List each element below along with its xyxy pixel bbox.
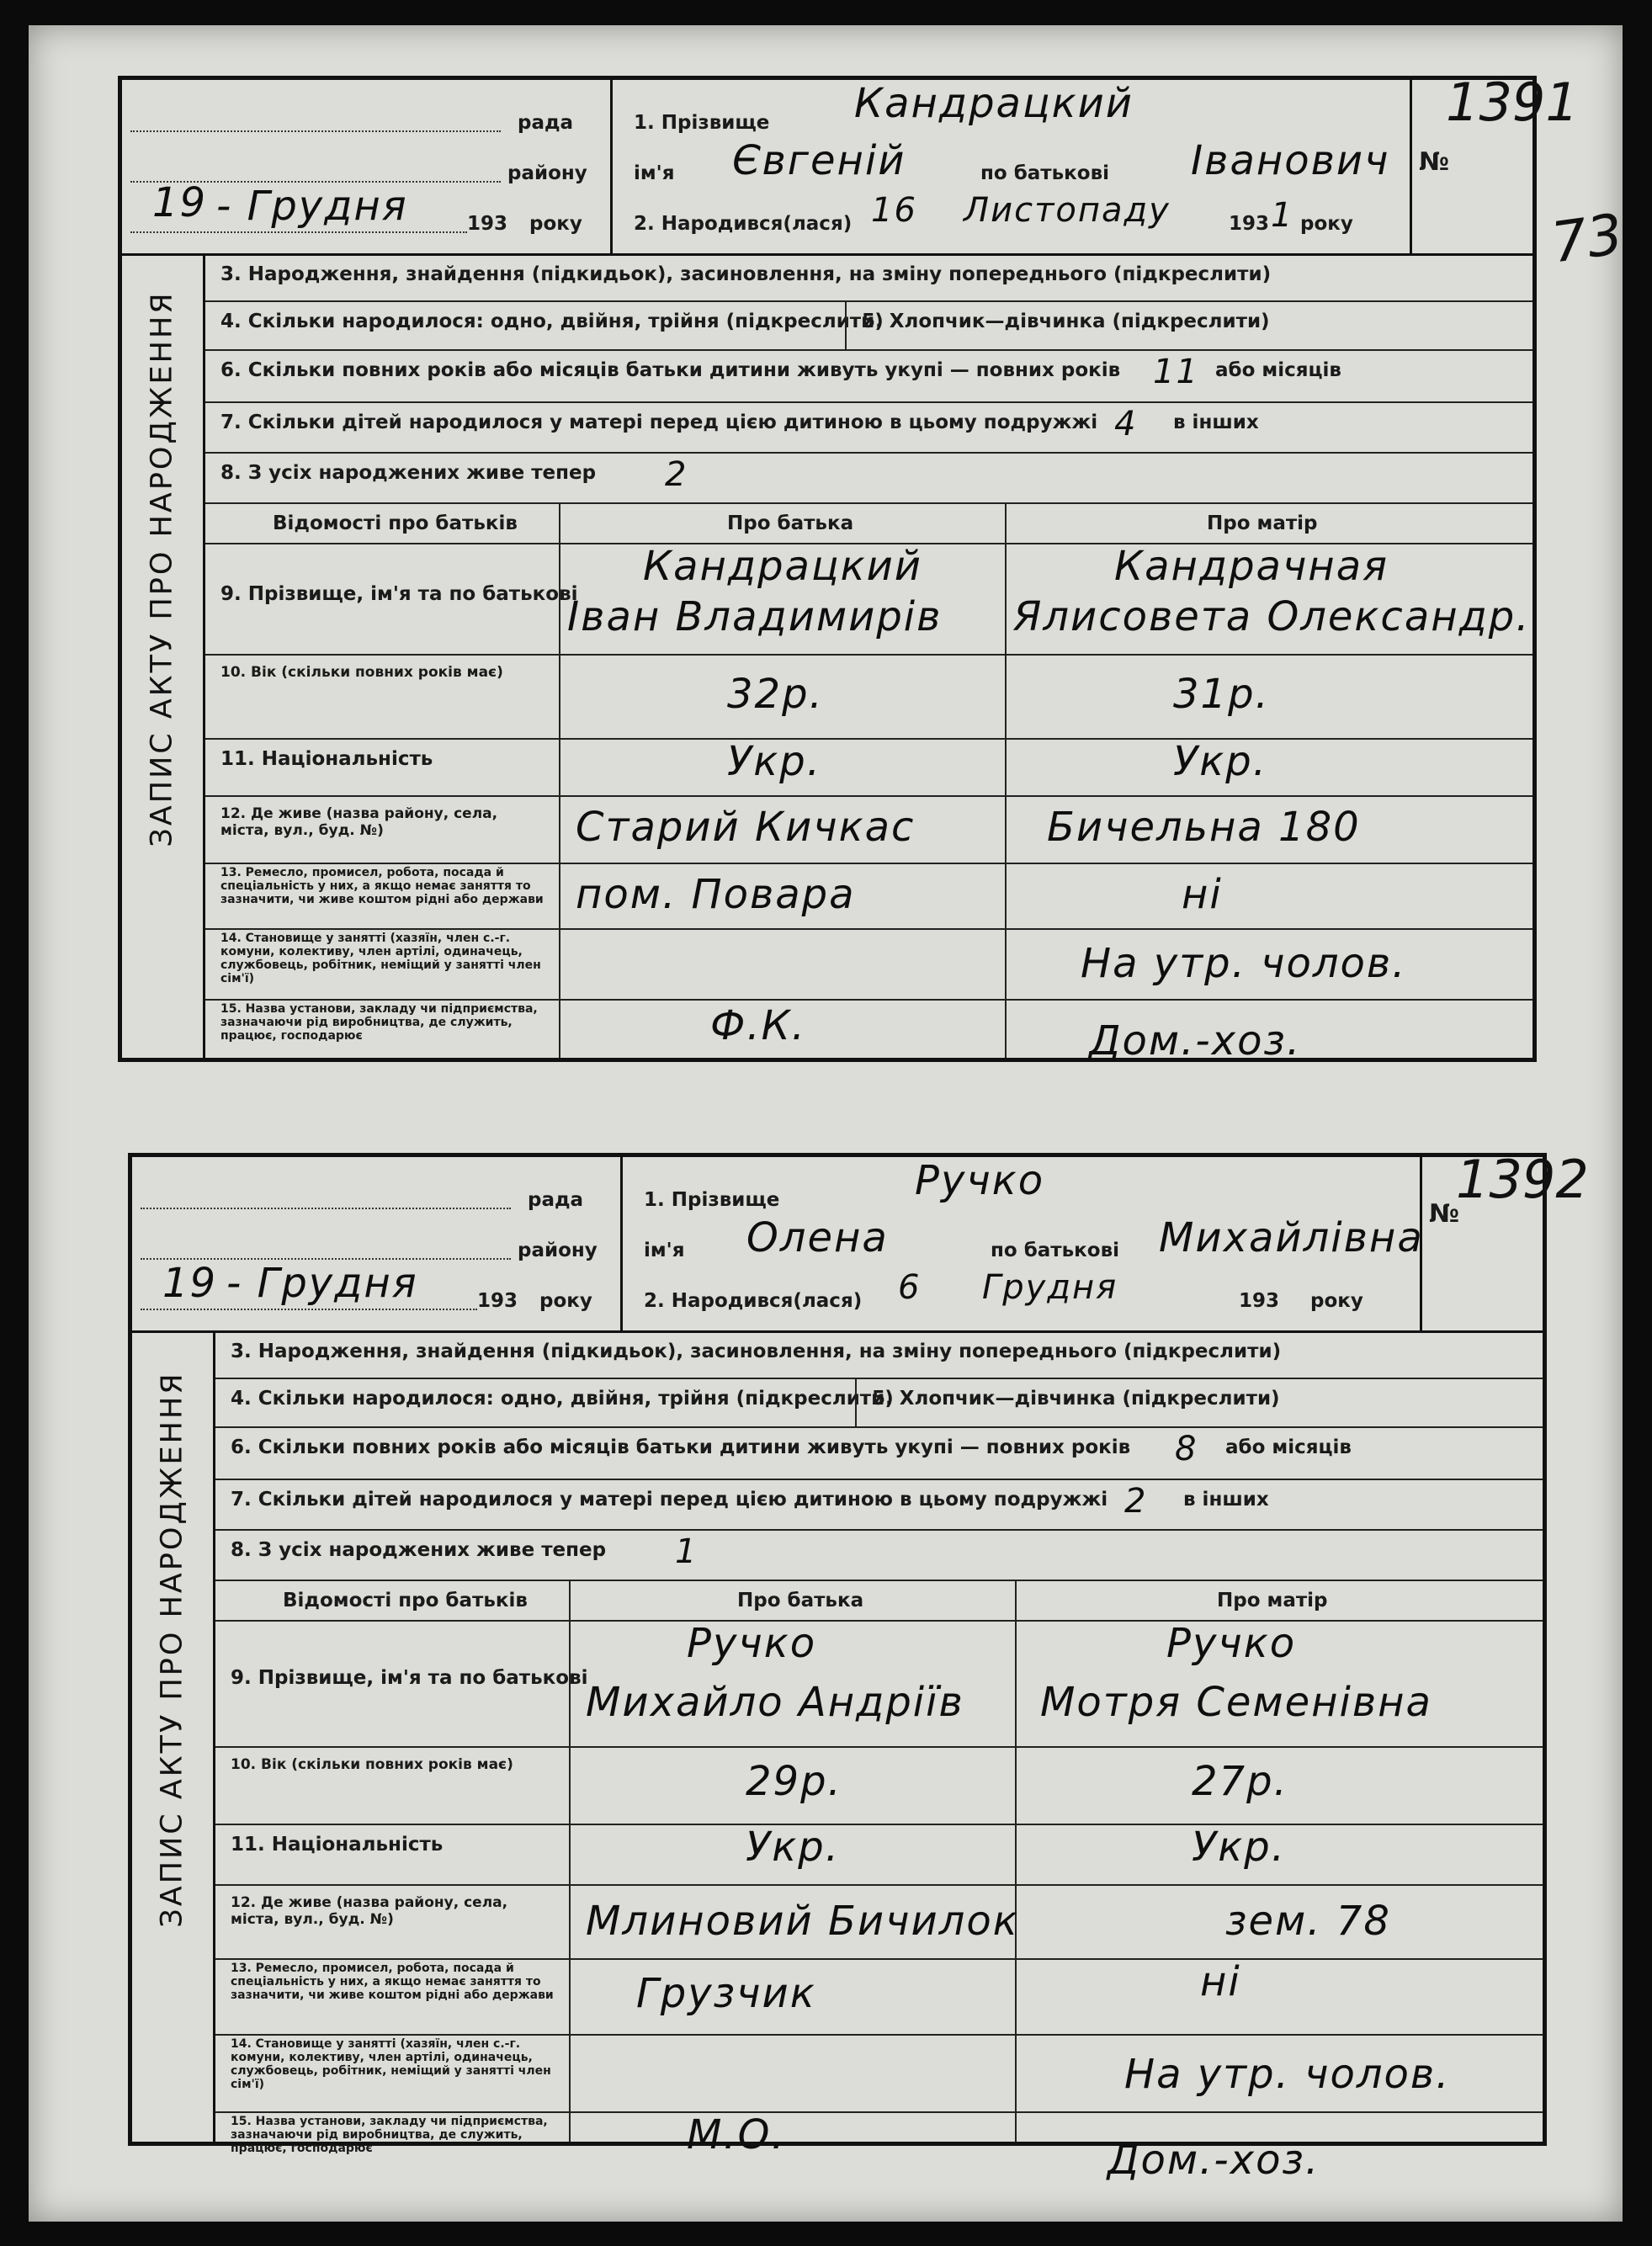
father-surname: Кандрацкий	[643, 543, 922, 590]
mother-surname: Кандрачная	[1114, 543, 1389, 590]
mother-employer: Дом.-хоз.	[1089, 1017, 1302, 1065]
reg-month: - Грудня	[226, 1260, 418, 1307]
father-nationality: Укр.	[727, 738, 821, 785]
record-number-box	[1420, 1149, 1589, 1330]
mother-name: Мотря Семенівна	[1040, 1679, 1432, 1726]
mother-nationality: Укр.	[1173, 738, 1267, 785]
row-9: 9. Прізвище, ім'я та по батькові Кандрацкий Іван Владимирів Кандрачная Ялисовета Олександр.	[205, 543, 1532, 656]
raion-label: району	[507, 162, 587, 184]
name-label: ім'я	[644, 1240, 685, 1261]
living-now: 2	[665, 455, 688, 494]
row-11: 11. Національність Укр. Укр.	[215, 1824, 1543, 1886]
page-number: 73	[1548, 201, 1627, 276]
table-header: Відомості про батьків Про батька Про матір	[205, 502, 1532, 544]
parents-table	[215, 1580, 1543, 2184]
name-label: ім'я	[634, 162, 675, 184]
years-together: 8	[1175, 1430, 1198, 1468]
child-name: Євгеній	[732, 137, 906, 184]
father-residence: Млиновий Бичилок	[586, 1898, 1019, 1945]
record-header	[132, 1149, 1589, 1333]
field-6: 6. Скільки повних років або місяців батьки дитини живуть укупі — повних років 8 або місяців	[215, 1426, 1543, 1480]
birth-month: Листопаду	[964, 191, 1171, 230]
mother-residence: зем. 78	[1225, 1898, 1391, 1945]
row-10: 10. Вік (скільки повних років має) 32р. 31р.	[205, 654, 1532, 740]
document-page	[29, 25, 1627, 2222]
mother-occupation: ні	[1200, 1958, 1241, 2005]
birth-record-1391	[118, 72, 1579, 1065]
born-label: 2. Народився(лася)	[644, 1290, 863, 1312]
year-label: 193	[477, 1290, 518, 1312]
rada-label: рада	[528, 1189, 584, 1211]
field-8: 8. З усіх народжених живе тепер 2	[205, 452, 1532, 504]
raion-label: району	[518, 1240, 598, 1261]
row-15: 15. Назва установи, закладу чи підприємства, зазначаючи рід виробництва, де служить, працює, господарює М.О. Дом.-хоз.	[231, 2111, 1320, 2184]
birth-day: 16	[871, 191, 917, 230]
born-label: 2. Народився(лася)	[634, 213, 853, 235]
child-patronymic: Михайлівна	[1159, 1214, 1424, 1261]
field-7: 7. Скільки дітей народилося у матері перед цією дитиною в цьому подружжі 2 в інших	[215, 1479, 1543, 1531]
number-sign: №	[1419, 147, 1450, 177]
patronymic-label: по батькові	[980, 162, 1110, 184]
parents-table	[205, 502, 1532, 1065]
child-patronymic: Іванович	[1191, 137, 1390, 184]
row-13: 13. Ремесло, промисел, робота, посада й спеціальність у них, а якщо немає заняття то зазначити, чи живе коштом рідні або держави пом. Повара ні	[205, 863, 1532, 930]
record-number: 1391	[1446, 72, 1579, 133]
record-body	[203, 253, 1532, 1065]
roku-label: року	[529, 213, 582, 235]
field-4-5: 4. Скільки народилося: одно, двійня, трійня (підкреслити) 5. Хлопчик—дівчинка (підкреслити)	[205, 300, 1532, 351]
birth-roku-label: року	[1310, 1290, 1363, 1312]
father-age: 32р.	[727, 671, 824, 718]
mother-status: На утр. чолов.	[1124, 2051, 1451, 2098]
field-7: 7. Скільки дітей народилося у матері перед цією дитиною в цьому подружжі 4 в інших	[205, 401, 1532, 454]
father-occupation: Грузчик	[636, 1970, 816, 2017]
patronymic-label: по батькові	[991, 1240, 1120, 1261]
number-sign: №	[1429, 1199, 1460, 1229]
living-now: 1	[675, 1532, 699, 1571]
field-3: 3. Народження, знайдення (підкидьок), засиновлення, на зміну попереднього (підкреслити)	[205, 253, 1532, 302]
years-together: 11	[1153, 353, 1199, 391]
row-9: 9. Прізвище, ім'я та по батькові Ручко Михайло Андріїв Ручко Мотря Семенівна	[215, 1620, 1543, 1748]
row-13: 13. Ремесло, промисел, робота, посада й спеціальність у них, а якщо немає заняття то зазначити, чи живе коштом рідні або держави Грузчик ні	[215, 1958, 1543, 2036]
mother-nationality: Укр.	[1192, 1824, 1286, 1871]
father-occupation: пом. Повара	[576, 871, 856, 918]
reg-month: - Грудня	[216, 183, 408, 230]
mother-occupation: ні	[1182, 871, 1223, 918]
mother-employer: Дом.-хоз.	[1108, 2137, 1320, 2184]
birth-record-1392	[128, 1149, 1589, 2184]
row-10: 10. Вік (скільки повних років має) 29р. 27р.	[215, 1746, 1543, 1825]
birth-month: Грудня	[982, 1268, 1118, 1307]
child-surname: Кандрацкий	[854, 80, 1134, 127]
field-6: 6. Скільки повних років або місяців батьки дитини живуть укупі — повних років 11 або місяців	[205, 349, 1532, 403]
father-nationality: Укр.	[746, 1824, 840, 1871]
father-age: 29р.	[746, 1758, 842, 1805]
father-employer: Ф.К.	[710, 1002, 806, 1049]
field-3: 3. Народження, знайдення (підкидьок), засиновлення, на зміну попереднього (підкреслити)	[215, 1330, 1543, 1379]
mother-age: 27р.	[1192, 1758, 1288, 1805]
row-15: 15. Назва установи, закладу чи підприємства, зазначаючи рід виробництва, де служить, працює, господарює Ф.К. Дом.-хоз.	[220, 1002, 1302, 1065]
mother-status: На утр. чолов.	[1081, 940, 1407, 987]
field-8: 8. З усіх народжених живе тепер 1	[215, 1529, 1543, 1581]
mother-age: 31р.	[1173, 671, 1270, 718]
mother-surname: Ручко	[1166, 1620, 1297, 1667]
birth-year-prefix: 193	[1239, 1290, 1280, 1312]
child-info	[610, 80, 1410, 253]
father-surname: Ручко	[687, 1620, 817, 1667]
field-4-5: 4. Скільки народилося: одно, двійня, трійня (підкреслити) 5. Хлопчик—дівчинка (підкреслити)	[215, 1378, 1543, 1428]
record-header	[122, 72, 1579, 256]
row-11: 11. Національність Укр. Укр.	[205, 738, 1532, 797]
child-surname: Ручко	[915, 1157, 1045, 1204]
birth-year-prefix: 193	[1229, 213, 1270, 235]
mother-name: Ялисовета Олександр.	[1013, 593, 1531, 640]
surname-label: 1. Прізвище	[634, 112, 770, 134]
reg-day: 19	[162, 1260, 218, 1307]
row-12: 12. Де живе (назва району, села, міста, вул., буд. №) Старий Кичкас Бичельна 180	[205, 795, 1532, 864]
children-before: 4	[1114, 405, 1138, 443]
row-14: 14. Становище у занятті (хазяїн, член с.-г. комуни, колективу, член артілі, одиначець, службовець, робітник, неміщий у занятті член сім'ї) На утр. чолов.	[215, 2034, 1543, 2113]
record-number-box	[1410, 72, 1579, 253]
birth-day: 6	[898, 1268, 922, 1307]
father-name: Михайло Андріїв	[586, 1679, 964, 1726]
father-name: Іван Владимирів	[567, 593, 943, 640]
row-14: 14. Становище у занятті (хазяїн, член с.-г. комуни, колективу, член артілі, одиначець, службовець, робітник, неміщий у занятті член сім'ї) На утр. чолов.	[205, 928, 1532, 1001]
children-before: 2	[1124, 1482, 1148, 1521]
father-employer: М.О.	[687, 2111, 786, 2158]
record-number: 1392	[1456, 1149, 1589, 1210]
mother-residence: Бичельна 180	[1047, 804, 1361, 851]
record-title: ЗАПИС АКТУ ПРО НАРОДЖЕННЯ	[146, 290, 180, 847]
table-header: Відомості про батьків Про батька Про матір	[215, 1580, 1543, 1622]
record-title: ЗАПИС АКТУ ПРО НАРОДЖЕННЯ	[156, 1371, 190, 1928]
year-label: 193	[467, 213, 508, 235]
father-residence: Старий Кичкас	[576, 804, 916, 851]
roku-label: року	[539, 1290, 592, 1312]
child-info	[620, 1157, 1424, 1330]
birth-roku-label: року	[1300, 213, 1353, 235]
record-body	[213, 1330, 1543, 2184]
reg-day: 19	[152, 179, 208, 226]
child-name: Олена	[746, 1214, 889, 1261]
surname-label: 1. Прізвище	[644, 1189, 780, 1211]
birth-year: 1	[1271, 196, 1294, 235]
rada-label: рада	[518, 112, 574, 134]
row-12: 12. Де живе (назва району, села, міста, вул., буд. №) Млиновий Бичилок зем. 78	[215, 1884, 1543, 1960]
